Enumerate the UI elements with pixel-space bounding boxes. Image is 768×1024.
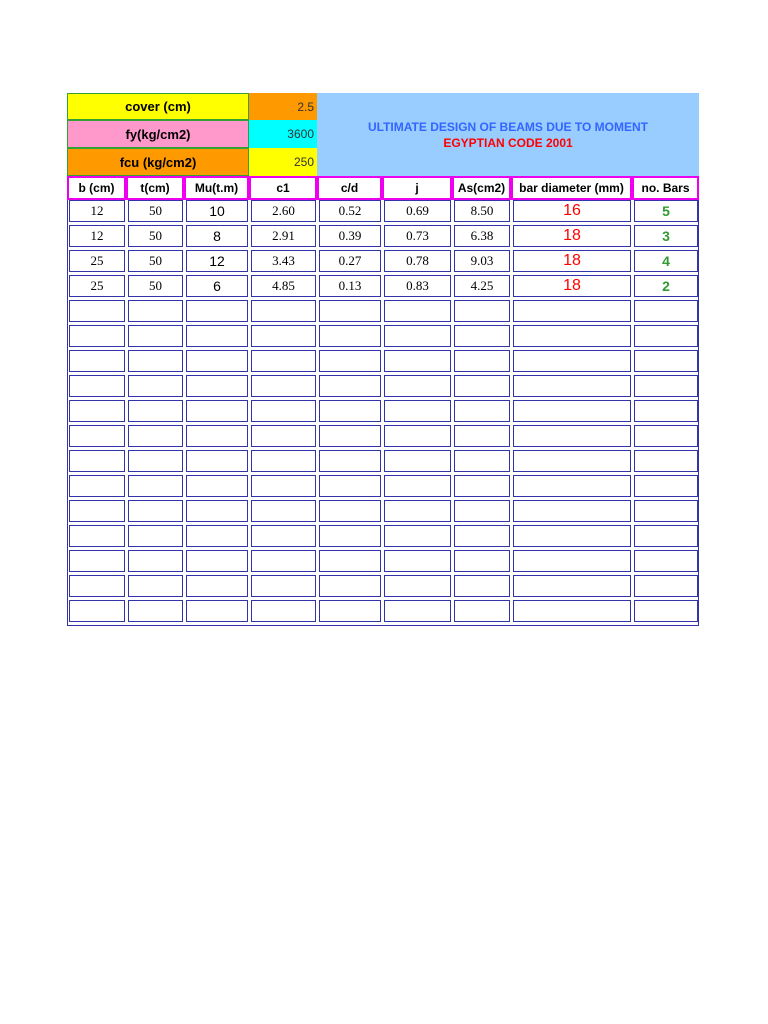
cell-bar-diameter[interactable] [513,450,631,472]
cell-no-bars[interactable] [634,550,698,572]
cell-bar-diameter[interactable]: 18 [513,250,631,272]
cell-bar-diameter[interactable] [513,325,631,347]
cell-no-bars[interactable] [634,575,698,597]
header-no-bars: no. Bars [632,176,699,200]
cell-c1[interactable] [251,425,316,447]
cell-t[interactable] [128,600,183,622]
cell-bar-diameter[interactable] [513,425,631,447]
cell-t[interactable] [128,550,183,572]
cell-b[interactable]: 25 [69,275,125,297]
cell-c1[interactable] [251,550,316,572]
cell-bar-diameter[interactable]: 16 [513,200,631,222]
cell-t[interactable] [128,300,183,322]
cell-bar-diameter[interactable]: 18 [513,275,631,297]
cell-c1[interactable] [251,525,316,547]
cell-b[interactable]: 12 [69,200,125,222]
header-cd: c/d [317,176,382,200]
cell-as[interactable]: 6.38 [454,225,510,247]
cell-b[interactable]: 25 [69,250,125,272]
cell-no-bars[interactable]: 5 [634,200,698,222]
cell-b[interactable]: 12 [69,225,125,247]
cell-j[interactable]: 0.73 [384,225,451,247]
cell-mu[interactable]: 8 [186,225,248,247]
cell-cd[interactable] [319,475,381,497]
cell-bar-diameter[interactable] [513,475,631,497]
cell-j[interactable] [384,600,451,622]
cell-c1[interactable] [251,600,316,622]
cell-bar-diameter[interactable] [513,525,631,547]
cell-as[interactable] [454,525,510,547]
cell-no-bars[interactable] [634,375,698,397]
cell-c1[interactable] [251,500,316,522]
cell-mu[interactable] [186,450,248,472]
header-b: b (cm) [67,176,126,200]
cell-bar-diameter[interactable] [513,400,631,422]
cell-t[interactable]: 50 [128,250,183,272]
header-j: j [382,176,452,200]
cell-cd[interactable] [319,525,381,547]
cell-bar-diameter[interactable] [513,500,631,522]
cell-as[interactable] [454,375,510,397]
cell-c1[interactable]: 2.60 [251,200,316,222]
page-title: ULTIMATE DESIGN OF BEAMS DUE TO MOMENT [368,119,648,134]
cell-as[interactable] [454,325,510,347]
cell-as[interactable] [454,300,510,322]
cell-t[interactable] [128,575,183,597]
cell-b[interactable] [69,400,125,422]
cell-as[interactable] [454,450,510,472]
cell-c1[interactable] [251,450,316,472]
cell-mu[interactable] [186,500,248,522]
cell-j[interactable] [384,550,451,572]
cell-j[interactable] [384,450,451,472]
cell-cd[interactable] [319,550,381,572]
cell-cd[interactable] [319,425,381,447]
cell-j[interactable] [384,475,451,497]
cell-j[interactable] [384,575,451,597]
cell-j[interactable] [384,500,451,522]
cell-as[interactable] [454,350,510,372]
cell-j[interactable] [384,375,451,397]
header-t: t(cm) [126,176,184,200]
cell-bar-diameter[interactable] [513,575,631,597]
cell-as[interactable] [454,475,510,497]
cell-j[interactable] [384,400,451,422]
title-box [317,93,699,176]
cell-bar-diameter[interactable] [513,375,631,397]
cell-cd[interactable] [319,575,381,597]
fy-value[interactable]: 3600 [249,120,317,148]
cell-t[interactable] [128,425,183,447]
cell-b[interactable] [69,475,125,497]
header-bar-diameter: bar diameter (mm) [511,176,632,200]
cell-t[interactable]: 50 [128,225,183,247]
cell-no-bars[interactable] [634,450,698,472]
cell-j[interactable] [384,300,451,322]
cell-mu[interactable] [186,525,248,547]
cell-mu[interactable] [186,400,248,422]
cell-cd[interactable] [319,400,381,422]
header-as: As(cm2) [452,176,511,200]
cell-cd[interactable] [319,375,381,397]
cell-cd[interactable] [319,600,381,622]
cell-b[interactable] [69,550,125,572]
cell-b[interactable] [69,600,125,622]
cell-c1[interactable] [251,300,316,322]
cell-as[interactable]: 9.03 [454,250,510,272]
cell-mu[interactable] [186,350,248,372]
cell-cd[interactable]: 0.13 [319,275,381,297]
cell-no-bars[interactable]: 2 [634,275,698,297]
cell-mu[interactable] [186,550,248,572]
cell-no-bars[interactable] [634,475,698,497]
cell-bar-diameter[interactable] [513,600,631,622]
cell-as[interactable]: 8.50 [454,200,510,222]
cell-cd[interactable]: 0.39 [319,225,381,247]
cell-mu[interactable] [186,375,248,397]
cell-b[interactable] [69,375,125,397]
cell-mu[interactable] [186,575,248,597]
cell-mu[interactable] [186,300,248,322]
cell-c1[interactable] [251,350,316,372]
cell-mu[interactable]: 10 [186,200,248,222]
cell-mu[interactable] [186,600,248,622]
fy-label: fy(kg/cm2) [67,120,249,148]
cell-cd[interactable] [319,350,381,372]
cell-j[interactable]: 0.69 [384,200,451,222]
cell-as[interactable] [454,425,510,447]
cell-b[interactable] [69,350,125,372]
cell-j[interactable] [384,425,451,447]
cell-j[interactable] [384,350,451,372]
fcu-value[interactable]: 250 [249,148,317,176]
cell-no-bars[interactable]: 4 [634,250,698,272]
cover-value[interactable]: 2.5 [249,93,317,120]
cell-b[interactable] [69,500,125,522]
cell-j[interactable] [384,325,451,347]
cover-label: cover (cm) [67,93,249,120]
cell-as[interactable] [454,575,510,597]
cell-cd[interactable] [319,325,381,347]
cell-as[interactable] [454,500,510,522]
cell-c1[interactable] [251,475,316,497]
cell-as[interactable] [454,600,510,622]
cell-c1[interactable] [251,400,316,422]
cell-b[interactable] [69,575,125,597]
cell-bar-diameter[interactable]: 18 [513,225,631,247]
cell-b[interactable] [69,325,125,347]
cell-cd[interactable]: 0.27 [319,250,381,272]
cell-b[interactable] [69,300,125,322]
cell-t[interactable] [128,500,183,522]
cell-t[interactable] [128,350,183,372]
cell-c1[interactable]: 2.91 [251,225,316,247]
cell-no-bars[interactable]: 3 [634,225,698,247]
cell-b[interactable] [69,425,125,447]
header-c1: c1 [249,176,317,200]
cell-cd[interactable]: 0.52 [319,200,381,222]
cell-c1[interactable] [251,575,316,597]
page-subtitle: EGYPTIAN CODE 2001 [443,135,573,150]
cell-bar-diameter[interactable] [513,350,631,372]
cell-no-bars[interactable] [634,525,698,547]
cell-b[interactable] [69,450,125,472]
cell-cd[interactable] [319,500,381,522]
cell-t[interactable] [128,400,183,422]
cell-c1[interactable]: 4.85 [251,275,316,297]
cell-c1[interactable] [251,375,316,397]
cell-mu[interactable]: 6 [186,275,248,297]
cell-bar-diameter[interactable] [513,550,631,572]
cell-b[interactable] [69,525,125,547]
cell-as[interactable]: 4.25 [454,275,510,297]
cell-mu[interactable] [186,425,248,447]
cell-t[interactable] [128,325,183,347]
cell-cd[interactable] [319,450,381,472]
cell-j[interactable]: 0.83 [384,275,451,297]
cell-t[interactable] [128,475,183,497]
cell-t[interactable]: 50 [128,200,183,222]
cell-mu[interactable]: 12 [186,250,248,272]
cell-no-bars[interactable] [634,350,698,372]
cell-no-bars[interactable] [634,325,698,347]
cell-no-bars[interactable] [634,500,698,522]
cell-t[interactable] [128,525,183,547]
cell-no-bars[interactable] [634,425,698,447]
cell-c1[interactable] [251,325,316,347]
cell-c1[interactable]: 3.43 [251,250,316,272]
cell-t[interactable] [128,375,183,397]
header-mu: Mu(t.m) [184,176,249,200]
cell-mu[interactable] [186,475,248,497]
cell-as[interactable] [454,400,510,422]
cell-bar-diameter[interactable] [513,300,631,322]
cell-j[interactable] [384,525,451,547]
cell-t[interactable]: 50 [128,275,183,297]
cell-t[interactable] [128,450,183,472]
cell-j[interactable]: 0.78 [384,250,451,272]
cell-no-bars[interactable] [634,400,698,422]
fcu-label: fcu (kg/cm2) [67,148,249,176]
cell-mu[interactable] [186,325,248,347]
cell-as[interactable] [454,550,510,572]
cell-cd[interactable] [319,300,381,322]
cell-no-bars[interactable] [634,600,698,622]
cell-no-bars[interactable] [634,300,698,322]
